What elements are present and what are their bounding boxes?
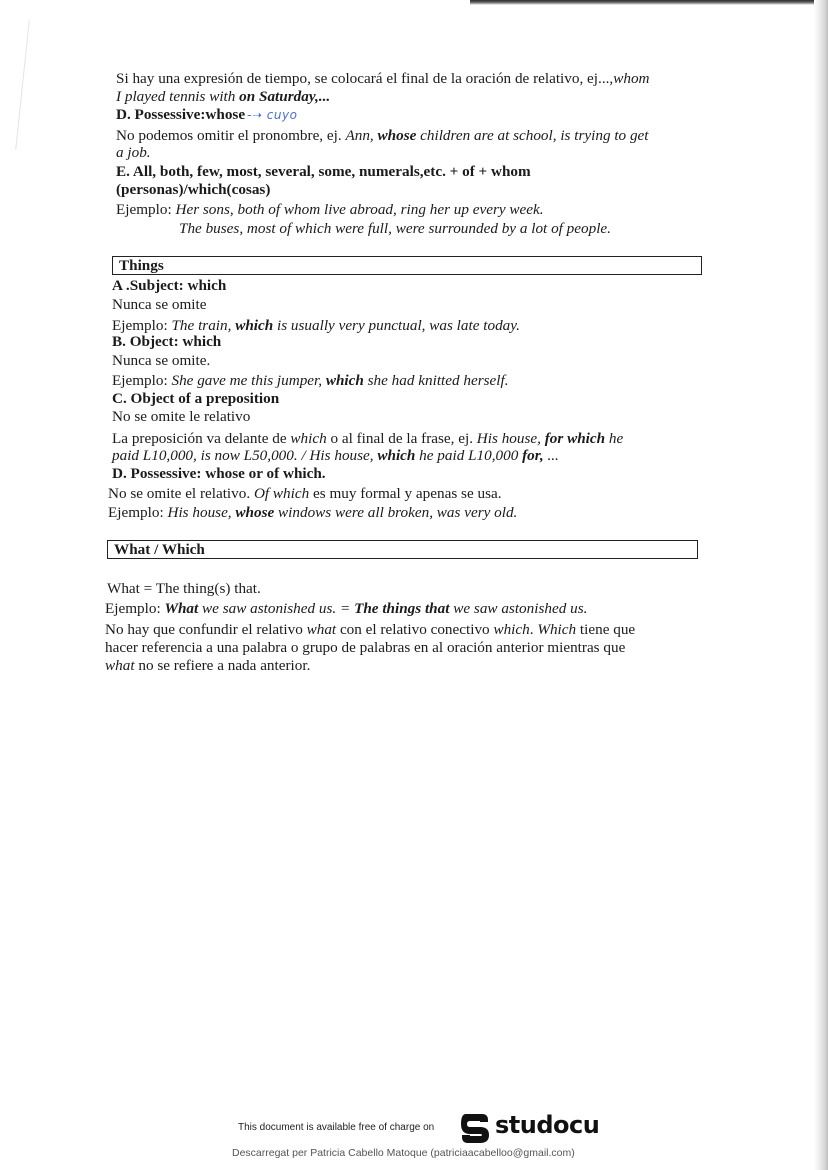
things-possessive-rule: No se omite el relativo. Of which es muy formal y apenas se usa.	[108, 485, 502, 502]
handwritten-note: -➝ cuyo	[247, 108, 298, 122]
things-section-box	[112, 256, 702, 275]
quantifiers-heading: E. All, both, few, most, several, some, numerals,etc. + of + whom	[116, 163, 531, 180]
time-expression-line: Si hay una expresión de tiempo, se colocará el final de la oración de relativo, ej...,whom	[116, 70, 650, 87]
scan-edge-right	[814, 0, 828, 1170]
quantifiers-heading-cont: (personas)/which(cosas)	[116, 181, 271, 198]
what-which-section-title: What / Which	[114, 541, 205, 558]
what-which-distinction-end: what no se refiere a nada anterior.	[105, 657, 311, 674]
possessive-whose-rule: No podemos omitir el pronombre, ej. Ann, whose children are at school, is trying to get	[116, 127, 649, 144]
quantifiers-example-2: The buses, most of which were full, were surrounded by a lot of people.	[179, 220, 611, 237]
things-subject-rule: Nunca se omite	[112, 296, 207, 313]
possessive-whose-rule-cont: a job.	[116, 144, 151, 161]
downloaded-by-note: Descarregat per Patricia Cabello Matoque (patriciaacabelloo@gmail.com)	[232, 1147, 575, 1159]
scan-artifact-line	[15, 20, 30, 149]
quantifiers-example-1: Ejemplo: Her sons, both of whom live abroad, ring her up every week.	[116, 201, 544, 218]
things-preposition-explanation: La preposición va delante de which o al final de la frase, ej. His house, for which he	[112, 430, 624, 447]
possessive-whose-heading: D. Possessive:whose -➝ cuyo	[116, 106, 298, 123]
what-example: Ejemplo: What we saw astonished us. = The things that we saw astonished us.	[105, 600, 588, 617]
things-possessive-example: Ejemplo: His house, whose windows were all broken, was very old.	[108, 504, 518, 521]
things-possessive-heading: D. Possessive: whose or of which.	[112, 465, 326, 482]
things-preposition-example: paid L10,000, is now L50,000. / His house, which he paid L10,000 for, ...	[112, 447, 559, 464]
what-which-section-box	[107, 540, 698, 559]
things-object-example: Ejemplo: She gave me this jumper, which she had knitted herself.	[112, 372, 509, 389]
things-preposition-heading: C. Object of a preposition	[112, 390, 280, 407]
things-subject-example: Ejemplo: The train, which is usually very punctual, was late today.	[112, 317, 520, 334]
what-definition: What = The thing(s) that.	[107, 580, 261, 597]
what-which-distinction-cont: hacer referencia a una palabra o grupo de palabras en al oración anterior mientras que	[105, 639, 626, 656]
things-object-heading: B. Object: which	[112, 333, 222, 350]
time-expression-example: I played tennis with on Saturday,...	[116, 88, 331, 105]
scan-edge-top	[470, 0, 828, 5]
what-which-distinction: No hay que confundir el relativo what con el relativo conectivo which. Which tiene que	[105, 621, 636, 638]
availability-note: This document is available free of charge on	[238, 1122, 435, 1133]
studocu-logo-icon[interactable]	[458, 1110, 492, 1146]
things-subject-heading: A .Subject: which	[112, 277, 227, 294]
things-section-title: Things	[119, 257, 164, 274]
studocu-brand[interactable]: studocu	[495, 1111, 600, 1139]
things-preposition-rule: No se omite le relativo	[112, 408, 251, 425]
things-object-rule: Nunca se omite.	[112, 352, 211, 369]
